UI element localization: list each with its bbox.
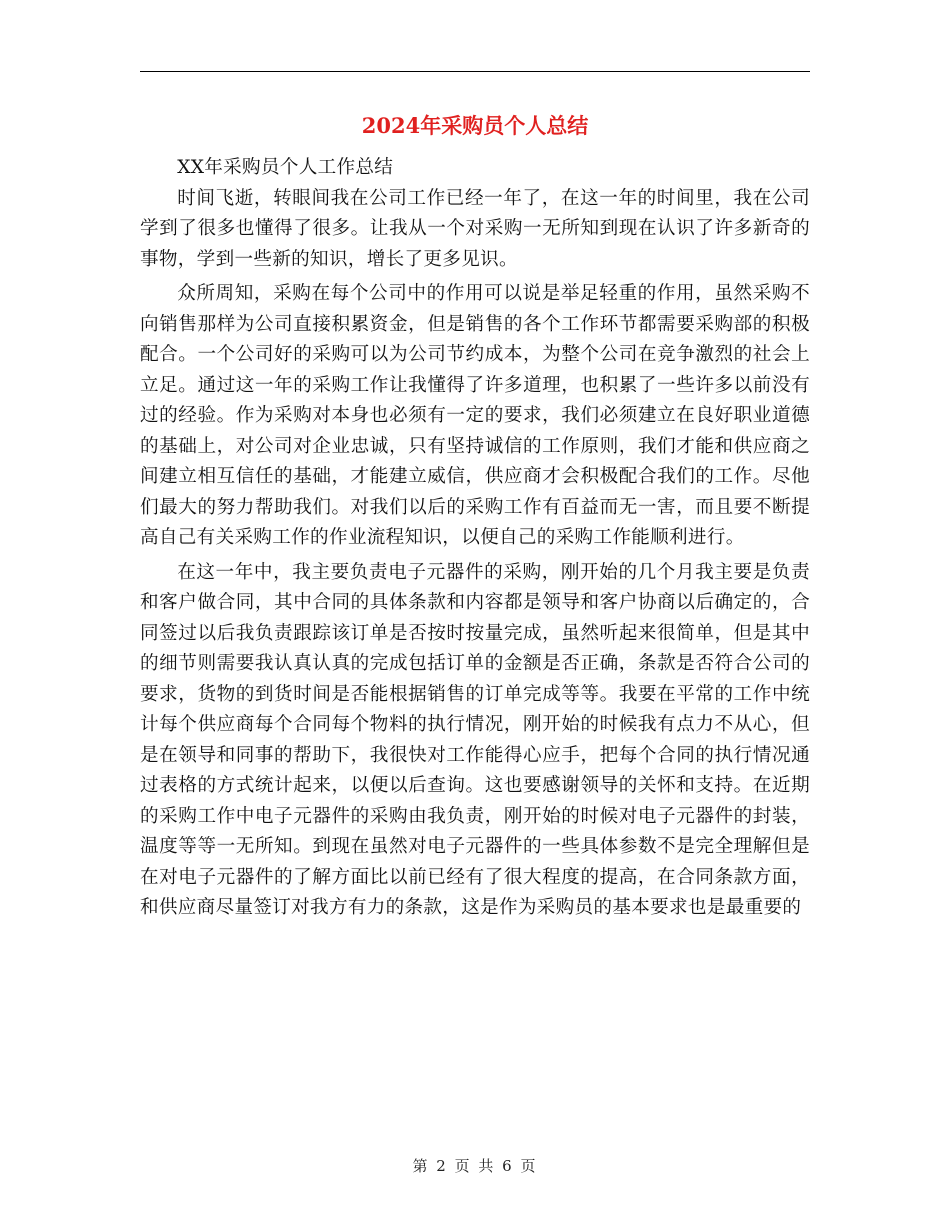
paragraph-1: 时间飞逝，转眼间我在公司工作已经一年了，在这一年的时间里，我在公司学到了很多也懂得了很多。让我从一个对采购一无所知到现在认识了许多新奇的事物，学到一些新的知识，增长了更多见识。 bbox=[140, 187, 810, 270]
paragraph-2: 众所周知，采购在每个公司中的作用可以说是举足轻重的作用，虽然采购不向销售那样为公司直接积累资金，但是销售的各个工作环节都需要采购部的积极配合。一个公司好的采购可以为公司节约成本，为整个公司在竞争激烈的社会上立足。通过这一年的采购工作让我懂得了许多道理，也积累了一些许多以前没有过的经验。作为采购对本身也必须有一定的要求，我们必须建立在良好职业道德的基础上，对公司对企业忠诚，只有坚持诚信的工作原则，我们才能和供应商之间建立相互信任的基础，才能建立威信，供应商才会积极配合我们的工作。尽他们最大的努力帮助我们。对我们以后的采购工作有百益而无一害，而且要不断提高自己有关采购工作的作业流程知识，以便自己的采购工作能顺利进行。 bbox=[140, 283, 810, 548]
header-rule bbox=[140, 71, 810, 72]
document-title: 2024年采购员个人总结 bbox=[361, 113, 589, 138]
document-body bbox=[140, 153, 810, 924]
page-number: 第 2 页 共 6 页 bbox=[412, 1157, 538, 1175]
paragraph-3: 在这一年中，我主要负责电子元器件的采购，刚开始的几个月我主要是负责和客户做合同，其中合同的具体条款和内容都是领导和客户协商以后确定的，合同签过以后我负责跟踪该订单是否按时按量完成，虽然听起来很简单，但是其中的细节则需要我认真认真的完成包括订单的金额是否正确，条款是否符合公司的要求，货物的到货时间是否能根据销售的订单完成等等。我要在平常的工作中统计每个供应商每个合同每个物料的执行情况，刚开始的时候我有点力不从心，但是在领导和同事的帮助下，我很快对工作能得心应手，把每个合同的执行情况通过表格的方式统计起来，以便以后查询。这也要感谢领导的关怀和支持。在近期的采购工作中电子元器件的采购由我负责，刚开始的时候对电子元器件的封装，温度等等一无所知。到现在虽然对电子元器件的一些具体参数不是完全理解但是在对电子元器件的了解方面比以前已经有了很大程度的提高，在合同条款方面，和供应商尽量签订对我方有力的条款，这是作为采购员的基本要求也是最重要的 bbox=[140, 561, 810, 918]
paragraph-subtitle: XX年采购员个人工作总结 bbox=[177, 157, 394, 178]
